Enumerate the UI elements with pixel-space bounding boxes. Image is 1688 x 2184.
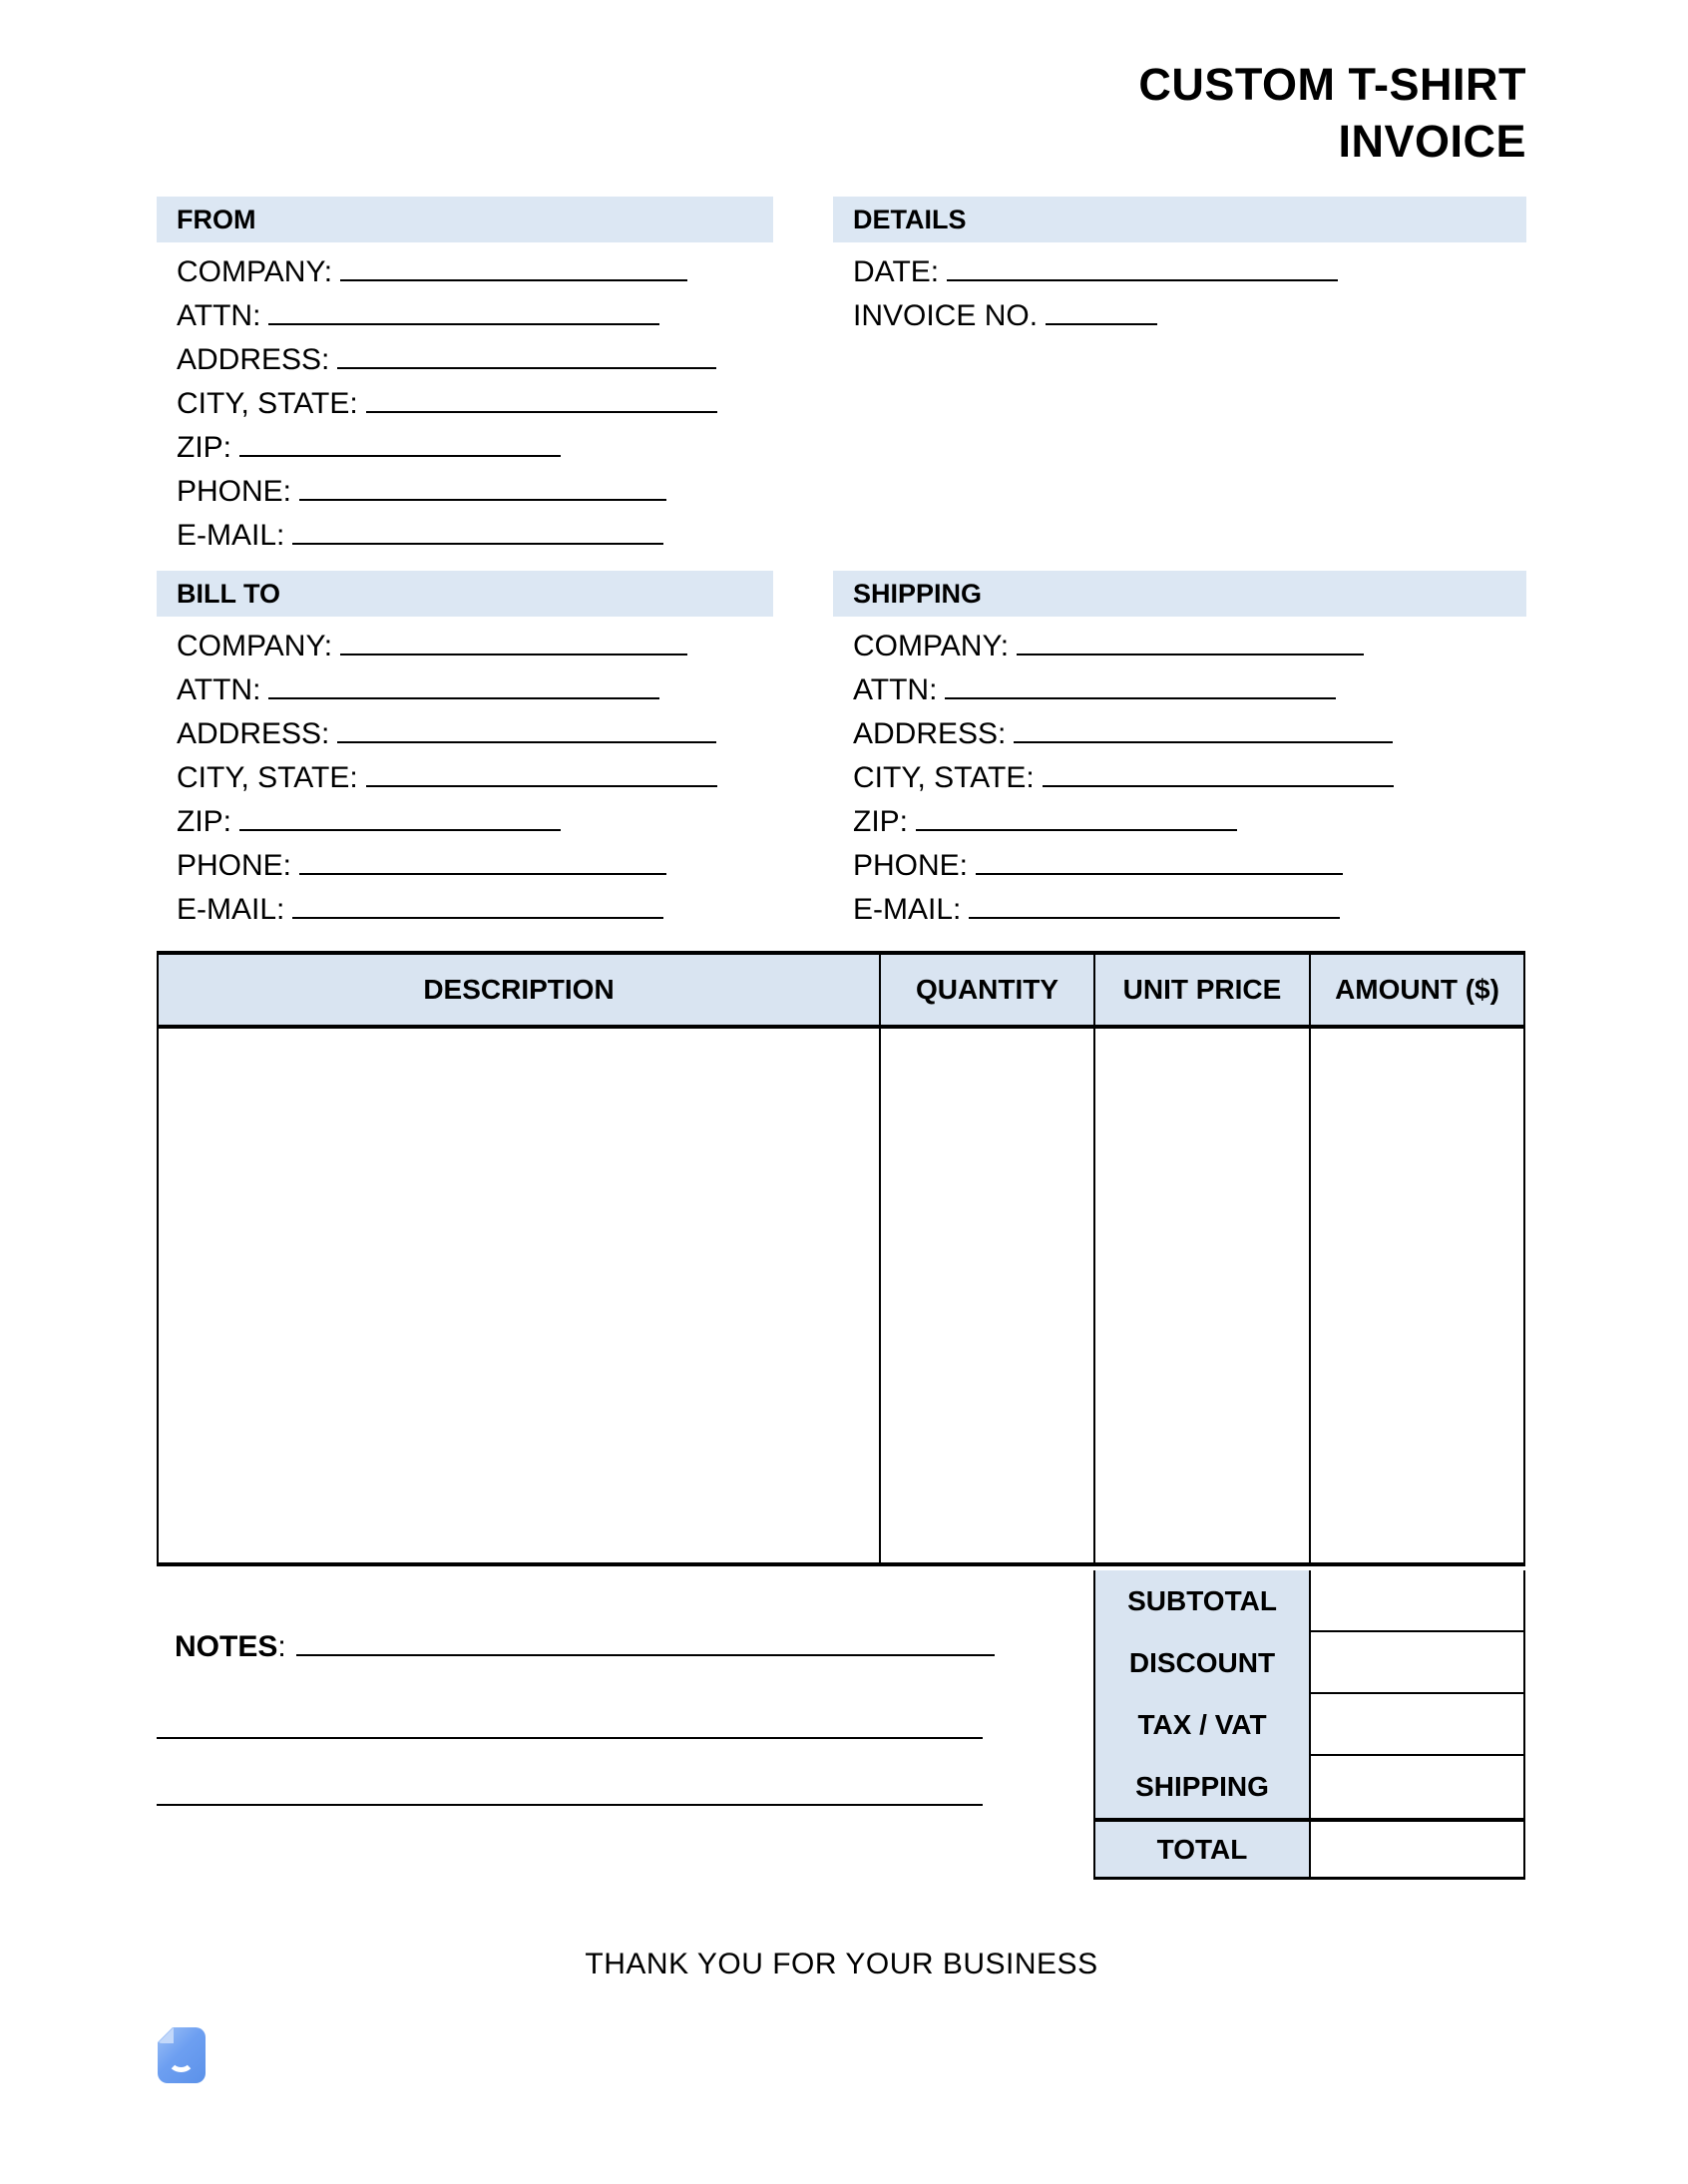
header-description: DESCRIPTION bbox=[423, 974, 615, 1005]
field-label: E-MAIL: bbox=[177, 519, 285, 552]
field-label: ZIP: bbox=[177, 431, 232, 464]
field-label: INVOICE NO. bbox=[853, 299, 1039, 332]
shipping-company-blank[interactable] bbox=[1017, 628, 1364, 655]
subtotal-row bbox=[1093, 1570, 1525, 1632]
subtotal-amount-cell[interactable] bbox=[1309, 1570, 1525, 1632]
shipping-attn-field bbox=[853, 668, 1526, 712]
bill-to-email-blank[interactable] bbox=[292, 891, 663, 919]
bill-to-zip-field bbox=[177, 800, 773, 844]
page-title-line1: CUSTOM T-SHIRT bbox=[1138, 59, 1526, 110]
details-invoice-no-blank[interactable] bbox=[1046, 297, 1157, 325]
section-bill-to bbox=[157, 571, 773, 932]
amount-cell[interactable] bbox=[1309, 1029, 1523, 1562]
discount-row bbox=[1093, 1632, 1525, 1694]
from-attn-blank[interactable] bbox=[268, 297, 659, 325]
field-label: ATTN: bbox=[853, 673, 938, 706]
tax-vat-label: TAX / VAT bbox=[1093, 1694, 1309, 1756]
shipping-cost-row bbox=[1093, 1756, 1525, 1818]
bill-to-email-field bbox=[177, 888, 773, 932]
field-label: CITY, STATE: bbox=[177, 761, 358, 794]
bill-to-attn-field bbox=[177, 668, 773, 712]
field-label: ZIP: bbox=[177, 805, 232, 838]
from-company-field bbox=[177, 250, 773, 294]
from-zip-field bbox=[177, 426, 773, 470]
shipping-amount-cell[interactable] bbox=[1309, 1756, 1525, 1818]
header-amount: AMOUNT ($) bbox=[1309, 955, 1523, 1025]
shipping-zip-blank[interactable] bbox=[916, 803, 1237, 831]
section-from-fields bbox=[157, 242, 773, 558]
field-label: PHONE: bbox=[853, 849, 969, 882]
discount-label: DISCOUNT bbox=[1093, 1632, 1309, 1694]
section-shipping-fields bbox=[833, 617, 1526, 932]
total-amount-cell[interactable] bbox=[1309, 1822, 1525, 1877]
field-label: COMPANY: bbox=[177, 255, 333, 288]
details-invoice-no-field bbox=[853, 294, 1526, 338]
field-label: PHONE: bbox=[177, 849, 292, 882]
from-zip-blank[interactable] bbox=[239, 429, 561, 457]
field-label: ATTN: bbox=[177, 673, 261, 706]
notes-colon: : bbox=[277, 1630, 286, 1663]
totals-block bbox=[1093, 1570, 1525, 1880]
shipping-attn-blank[interactable] bbox=[945, 671, 1336, 699]
shipping-phone-field bbox=[853, 844, 1526, 888]
field-label: PHONE: bbox=[177, 475, 292, 508]
thank-you-message: THANK YOU FOR YOUR BUSINESS bbox=[585, 1948, 1098, 1980]
section-shipping bbox=[833, 571, 1526, 932]
from-city-state-field bbox=[177, 382, 773, 426]
header-unit-price: UNIT PRICE bbox=[1093, 955, 1309, 1025]
from-phone-field bbox=[177, 470, 773, 514]
discount-amount-cell[interactable] bbox=[1309, 1632, 1525, 1694]
from-city-state-blank[interactable] bbox=[366, 385, 717, 413]
total-label: TOTAL bbox=[1093, 1822, 1309, 1877]
bill-to-company-field bbox=[177, 625, 773, 668]
page-title-line2: INVOICE bbox=[1338, 116, 1526, 167]
bill-to-company-blank[interactable] bbox=[340, 628, 687, 655]
section-bill-to-fields bbox=[157, 617, 773, 932]
shipping-zip-field bbox=[853, 800, 1526, 844]
notes-blank-1[interactable] bbox=[296, 1628, 995, 1656]
items-table bbox=[157, 951, 1525, 1566]
from-address-field bbox=[177, 338, 773, 382]
notes-blank-2[interactable] bbox=[157, 1737, 983, 1739]
bill-to-address-blank[interactable] bbox=[337, 715, 716, 743]
bill-to-address-field bbox=[177, 712, 773, 756]
from-email-blank[interactable] bbox=[292, 517, 663, 545]
bill-to-zip-blank[interactable] bbox=[239, 803, 561, 831]
section-details-header: DETAILS bbox=[833, 197, 1526, 242]
quantity-cell[interactable] bbox=[879, 1029, 1093, 1562]
field-label: ADDRESS: bbox=[177, 343, 330, 376]
bill-to-attn-blank[interactable] bbox=[268, 671, 659, 699]
from-email-field bbox=[177, 514, 773, 558]
shipping-address-blank[interactable] bbox=[1014, 715, 1393, 743]
shipping-phone-blank[interactable] bbox=[976, 847, 1343, 875]
section-from bbox=[157, 197, 773, 558]
field-label: ADDRESS: bbox=[177, 717, 330, 750]
field-label: ZIP: bbox=[853, 805, 909, 838]
section-details bbox=[833, 197, 1526, 338]
details-date-blank[interactable] bbox=[947, 253, 1338, 281]
section-bill-to-header: BILL TO bbox=[157, 571, 773, 617]
bill-to-city-state-field bbox=[177, 756, 773, 800]
notes-blank-3[interactable] bbox=[157, 1804, 983, 1806]
from-company-blank[interactable] bbox=[340, 253, 687, 281]
field-label: COMPANY: bbox=[853, 630, 1010, 662]
from-address-blank[interactable] bbox=[337, 341, 716, 369]
description-cell[interactable] bbox=[159, 1029, 879, 1562]
notes-field bbox=[175, 1625, 995, 1669]
field-label: CITY, STATE: bbox=[853, 761, 1035, 794]
details-date-field bbox=[853, 250, 1526, 294]
shipping-city-state-field bbox=[853, 756, 1526, 800]
section-shipping-header: SHIPPING bbox=[833, 571, 1526, 617]
field-label: ATTN: bbox=[177, 299, 261, 332]
tax-vat-amount-cell[interactable] bbox=[1309, 1694, 1525, 1756]
field-label: COMPANY: bbox=[177, 630, 333, 662]
field-label: CITY, STATE: bbox=[177, 387, 358, 420]
field-label: ADDRESS: bbox=[853, 717, 1007, 750]
shipping-company-field bbox=[853, 625, 1526, 668]
total-row bbox=[1093, 1818, 1525, 1880]
field-label: E-MAIL: bbox=[853, 893, 962, 926]
items-table-body-row bbox=[159, 1029, 1523, 1566]
items-table-header-row bbox=[159, 951, 1523, 1029]
page-title bbox=[157, 56, 1526, 170]
unit-price-cell[interactable] bbox=[1093, 1029, 1309, 1562]
shipping-email-blank[interactable] bbox=[969, 891, 1340, 919]
document-smile-logo-icon bbox=[158, 2027, 206, 2083]
bill-to-phone-field bbox=[177, 844, 773, 888]
bill-to-city-state-blank[interactable] bbox=[366, 759, 717, 787]
logo-smile-arc bbox=[168, 2048, 195, 2072]
section-from-header: FROM bbox=[157, 197, 773, 242]
section-details-fields bbox=[833, 242, 1526, 338]
from-phone-blank[interactable] bbox=[299, 473, 666, 501]
shipping-email-field bbox=[853, 888, 1526, 932]
subtotal-label: SUBTOTAL bbox=[1093, 1570, 1309, 1632]
shipping-cost-label: SHIPPING bbox=[1093, 1756, 1309, 1818]
shipping-city-state-blank[interactable] bbox=[1043, 759, 1394, 787]
tax-vat-row bbox=[1093, 1694, 1525, 1756]
bill-to-phone-blank[interactable] bbox=[299, 847, 666, 875]
notes-label: NOTES bbox=[175, 1630, 278, 1663]
shipping-address-field bbox=[853, 712, 1526, 756]
from-attn-field bbox=[177, 294, 773, 338]
header-quantity: QUANTITY bbox=[879, 955, 1093, 1025]
field-label: E-MAIL: bbox=[177, 893, 285, 926]
field-label: DATE: bbox=[853, 255, 940, 288]
